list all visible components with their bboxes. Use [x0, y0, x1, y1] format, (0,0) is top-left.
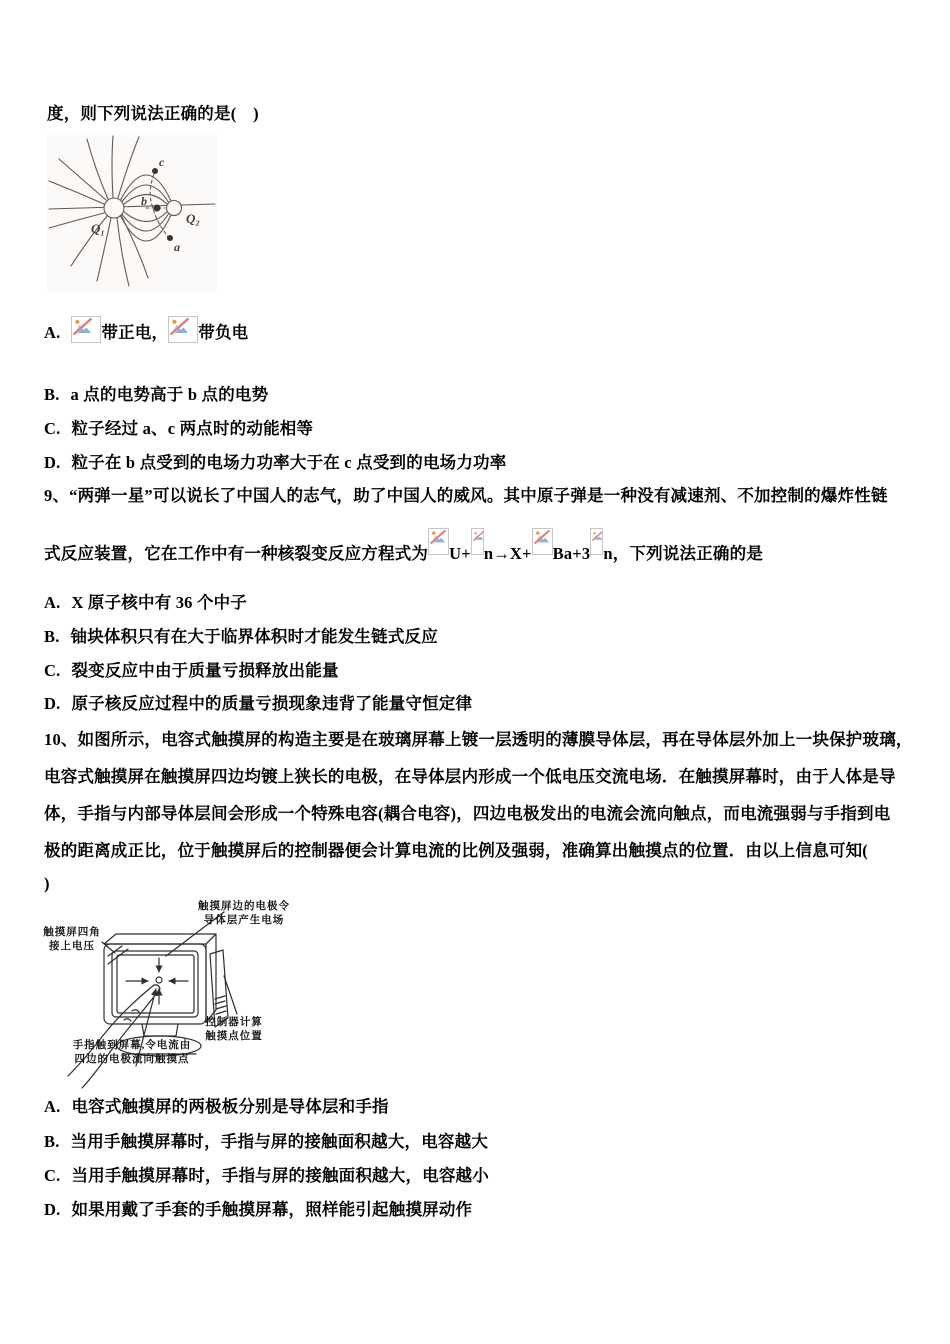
broken-image-glyph	[592, 530, 603, 542]
q10-line2: 电容式触摸屏在触摸屏四边均镀上狭长的电极，在导体层内形成一个低电压交流电场．在触摸屏幕时，由于人体是导	[44, 767, 896, 786]
option-label: B.	[44, 385, 60, 404]
field-lines-drawing	[47, 135, 217, 292]
q10-option-c	[44, 1162, 489, 1186]
option-text: 粒子经过 a、c 两点时的动能相等	[71, 419, 314, 438]
option-label: C.	[44, 419, 61, 438]
q10-option-b	[44, 1128, 488, 1152]
figure-label-top-line2: 导体层产生电场	[203, 915, 285, 926]
option-text: 裂变反应中由于质量亏损释放出能量	[71, 661, 339, 680]
broken-image-icon	[471, 528, 484, 555]
option-text: 粒子在 b 点受到的电场力功率大于在 c 点受到的电场力功率	[71, 453, 507, 472]
figure-label-bottom-line2: 四边的电极流向触摸点	[74, 1054, 190, 1065]
broken-image-icon	[168, 316, 198, 343]
q10-touchscreen-figure	[38, 896, 368, 1091]
figure-label-left	[40, 926, 104, 954]
option-label: C.	[44, 1166, 61, 1185]
q8-option-a	[44, 316, 248, 343]
figure-label-bottom-line1: 手指触到屏幕,令电流由	[72, 1040, 192, 1051]
q8-field-diagram	[47, 135, 217, 292]
figure-label-top	[188, 900, 300, 928]
broken-image-icon	[532, 528, 553, 555]
option-label: D.	[44, 1200, 61, 1219]
option-text: 当用手触摸屏幕时，手指与屏的接触面积越大，电容越小	[71, 1166, 489, 1185]
option-label: A.	[44, 323, 61, 342]
q8-option-d	[44, 449, 506, 473]
formula-segment: n，下列说法正确的是	[603, 544, 764, 563]
figure-label-left-line2: 接上电压	[49, 941, 95, 952]
broken-image-glyph	[170, 318, 189, 335]
broken-image-icon	[590, 528, 603, 555]
option-text: 原子核反应过程中的质量亏损现象违背了能量守恒定律	[71, 694, 473, 713]
q9-option-c	[44, 657, 339, 681]
point-b-label: b	[141, 194, 147, 208]
q8-option-b	[44, 381, 268, 405]
charge-q2-label: Q₂	[186, 211, 200, 226]
broken-image-glyph	[473, 530, 484, 542]
option-text: a 点的电势高于 b 点的电势	[70, 385, 269, 404]
charge-q1-label: Q₁	[91, 221, 105, 236]
q9-formula-line	[44, 528, 763, 564]
formula-segment: Ba+3	[552, 544, 591, 563]
q10-option-d	[44, 1196, 472, 1220]
formula-segment: n→X+	[483, 544, 532, 563]
q10-line1: 10、如图所示，电容式触摸屏的构造主要是在玻璃屏幕上镀一层透明的薄膜导体层，再在导体层外加上一块保护玻璃，	[44, 730, 913, 749]
option-label: B.	[44, 627, 60, 646]
figure-label-right	[200, 1016, 268, 1044]
formula-prefix: 式反应装置，它在工作中有一种核裂变反应方程式为	[44, 544, 429, 563]
q10-option-a	[44, 1093, 389, 1117]
option-text: 带负电	[198, 323, 249, 342]
point-c-label: c	[159, 155, 165, 169]
broken-image-icon	[71, 316, 101, 343]
q10-line4: 极的距离成正比，位于触摸屏后的控制器便会计算电流的比例及强弱，准确算出触摸点的位置．由以上信息可知(	[44, 841, 868, 860]
option-label: A.	[44, 593, 61, 612]
q8-intro-line: 度，则下列说法正确的是( )	[47, 104, 259, 123]
figure-label-left-line1: 触摸屏四角	[43, 927, 101, 938]
q10-line5: )	[44, 874, 50, 893]
broken-image-icon	[428, 528, 449, 555]
option-text: 电容式触摸屏的两极板分别是导体层和手指	[71, 1097, 389, 1116]
option-label: B.	[44, 1132, 60, 1151]
broken-image-glyph	[534, 530, 550, 544]
figure-label-right-line1: 控制器计算	[205, 1017, 263, 1028]
formula-segment: U+	[449, 544, 471, 563]
option-text: 带正电，	[101, 323, 169, 342]
broken-image-glyph	[73, 318, 92, 335]
figure-label-right-line2: 触摸点位置	[205, 1031, 263, 1042]
option-label: C.	[44, 661, 61, 680]
q8-option-c	[44, 415, 313, 439]
option-label: D.	[44, 694, 61, 713]
q9-option-b	[44, 623, 438, 647]
q9-line1: 9、“两弹一星”可以说长了中国人的志气，助了中国人的威风。其中原子弹是一种没有减速剂、不加控制的爆炸性链	[44, 486, 888, 505]
option-label: D.	[44, 453, 61, 472]
q9-option-d	[44, 690, 472, 714]
figure-label-top-line1: 触摸屏边的电极令	[198, 901, 290, 912]
option-label: A.	[44, 1097, 61, 1116]
figure-label-bottom	[64, 1039, 200, 1067]
option-text: 铀块体积只有在大于临界体积时才能发生链式反应	[70, 627, 438, 646]
point-a-label: a	[174, 240, 180, 254]
q10-line3: 体，手指与内部导体层间会形成一个特殊电容(耦合电容)，四边电极发出的电流会流向触点，而电流强弱与手指到电	[44, 804, 891, 823]
option-text: 当用手触摸屏幕时，手指与屏的接触面积越大，电容越大	[70, 1132, 489, 1151]
option-text: X 原子核中有 36 个中子	[71, 593, 248, 612]
q9-option-a	[44, 589, 247, 613]
option-text: 如果用戴了手套的手触摸屏幕，照样能引起触摸屏动作	[71, 1200, 473, 1219]
broken-image-glyph	[430, 530, 446, 544]
